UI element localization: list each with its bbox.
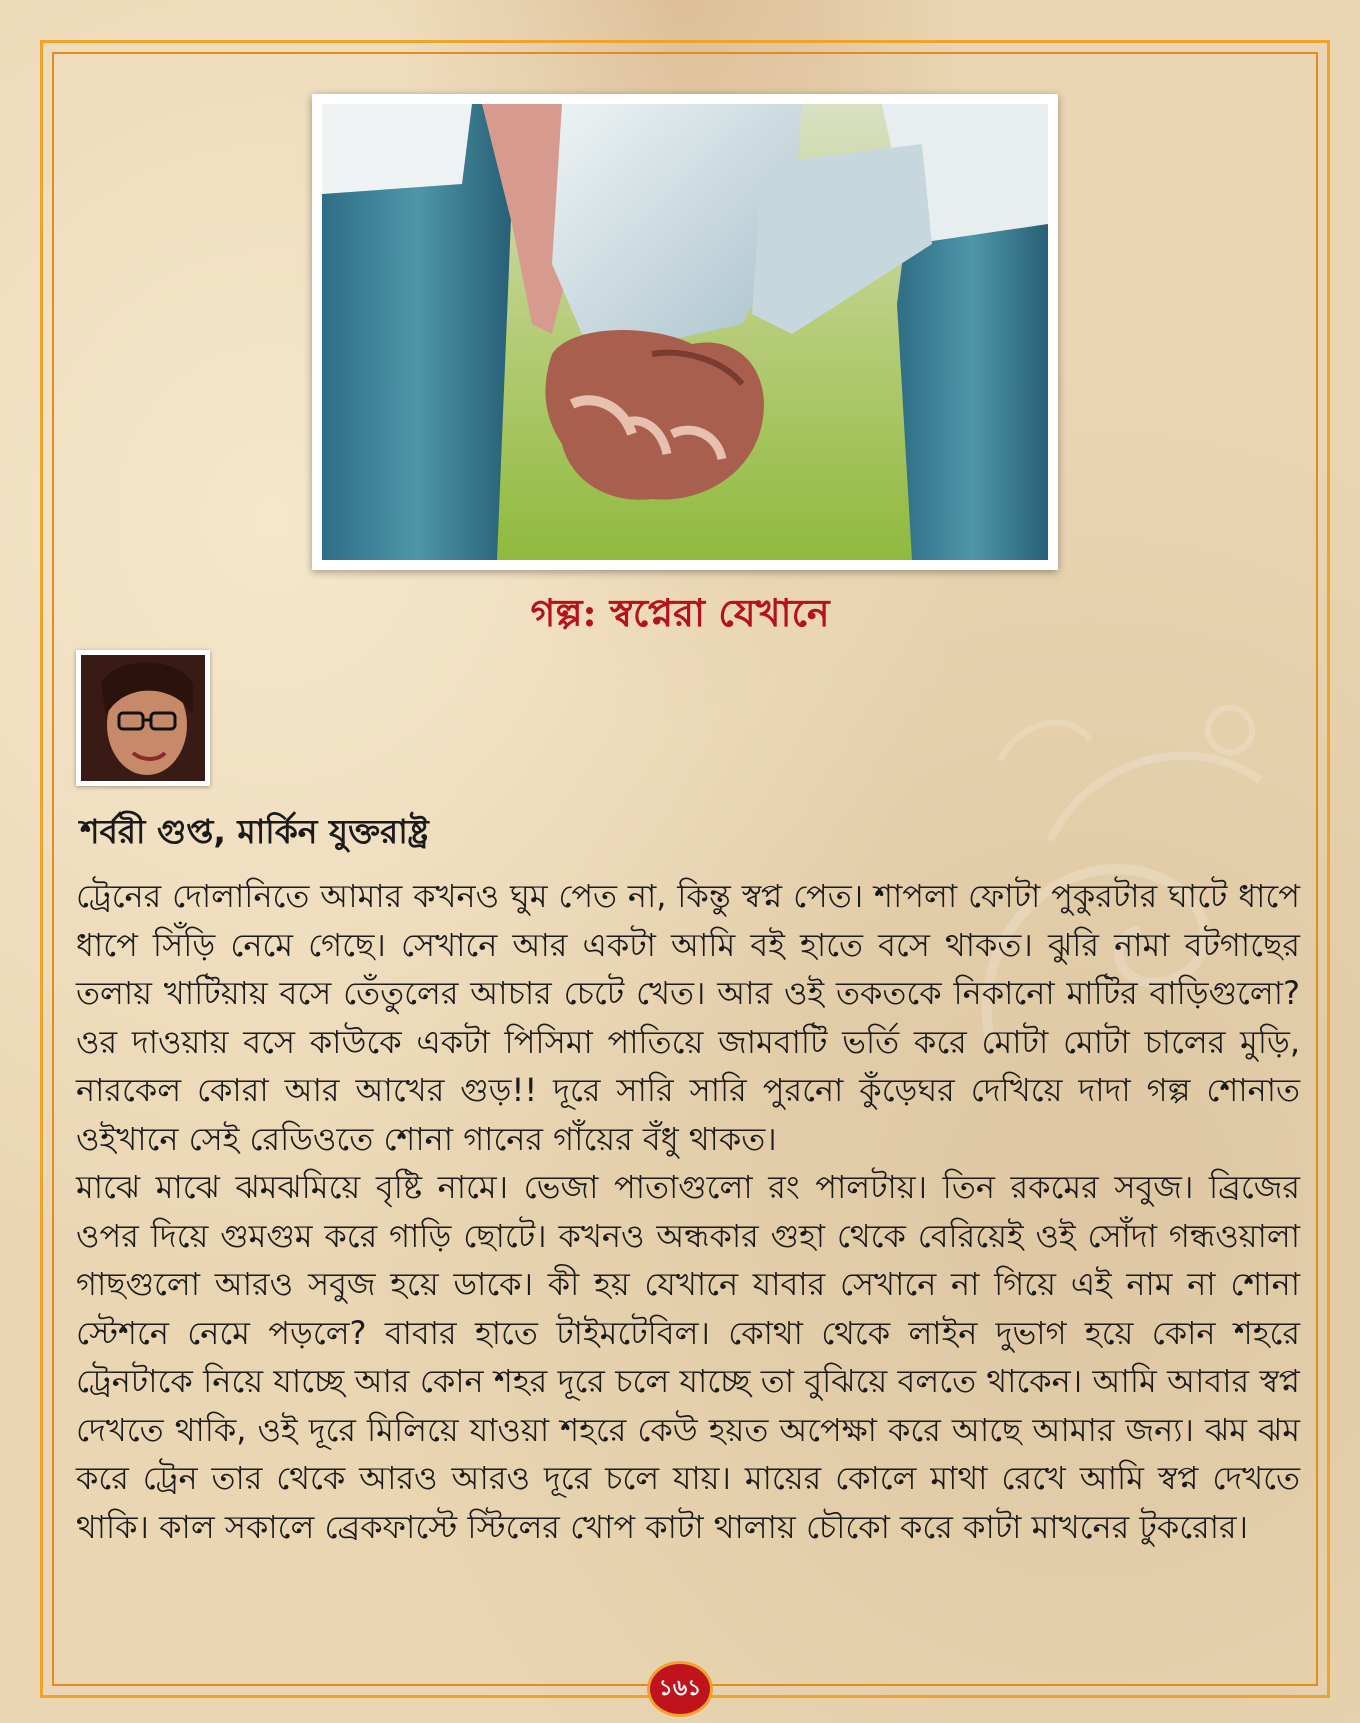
story-title: গল্প: স্বপ্নেরা যেখানে bbox=[530, 590, 830, 635]
author-photo bbox=[76, 650, 210, 786]
page-number-badge: ১৬১ bbox=[650, 1664, 710, 1714]
author-portrait-icon bbox=[81, 655, 205, 781]
story-body bbox=[76, 872, 1300, 1551]
holding-hands-painting bbox=[322, 104, 1048, 560]
author-name: শর্বরী গুপ্ত, মার্কিন যুক্তরাষ্ট্র bbox=[80, 812, 429, 851]
story-paragraph: মাঝে মাঝে ঝমঝমিয়ে বৃষ্টি নামে। ভেজা পাতাগুলো রং পালটায়। তিন রকমের সবুজ। ব্রিজের ওপর দিয়ে গুমগুম করে গাড়ি ছোটে। কখনও অন্ধকার গুহা থেকে বেরিয়েই ওই সোঁদা গন্ধওয়ালা গাছগুলো আরও সবুজ হয়ে ডাকে। কী হয় যেখানে যাবার সেখানে না গিয়ে এই নাম না শোনা স্টেশনে নেমে পড়লে? বাবার হাতে টাইমটেবিল। কোথা থেকে লাইন দুভাগ হয়ে কোন শহরে ট্রেনটাকে নিয়ে যাচ্ছে আর কোন শহর দূরে চলে যাচ্ছে তা বুঝিয়ে বলতে থাকেন। আমি আবার স্বপ্ন দেখতে থাকি, ওই দূরে মিলিয়ে যাওয়া শহরে কেউ হয়ত অপেক্ষা করে আছে আমার জন্য। ঝম ঝম করে ট্রেন তার থেকে আরও আরও দূরে চলে যায়। মায়ের কোলে মাথা রেখে আমি স্বপ্ন দেখতে থাকি। কাল সকালে ব্রেকফাস্টে স্টিলের খোপ কাটা থালায় চৌকো করে কাটা মাখনের টুকরোর। bbox=[76, 1168, 1300, 1546]
story-illustration bbox=[312, 94, 1058, 570]
story-paragraph: ট্রেনের দোলানিতে আমার কখনও ঘুম পেত না, কিন্তু স্বপ্ন পেত। শাপলা ফোটা পুকুরটার ঘাটে ধাপে ধাপে সিঁড়ি নেমে গেছে। সেখানে আর একটা আমি বই হাতে বসে থাকত। ঝুরি নামা বটগাছের তলায় খাটিয়ায় বসে তেঁতুলের আচার চেটে খেত। আর ওই তকতকে নিকানো মাটির বাড়িগুলো? ওর দাওয়ায় বসে কাউকে একটা পিসিমা পাতিয়ে জামবাটি ভর্তি করে মোটা মোটা চালের মুড়ি, নারকেল কোরা আর আখের গুড়!! দূরে সারি সারি পুরনো কুঁড়েঘর দেখিয়ে দাদা গল্প শোনাত ওইখানে সেই রেডিওতে শোনা গানের গাঁয়ের বঁধু থাকত। bbox=[76, 877, 1300, 1158]
